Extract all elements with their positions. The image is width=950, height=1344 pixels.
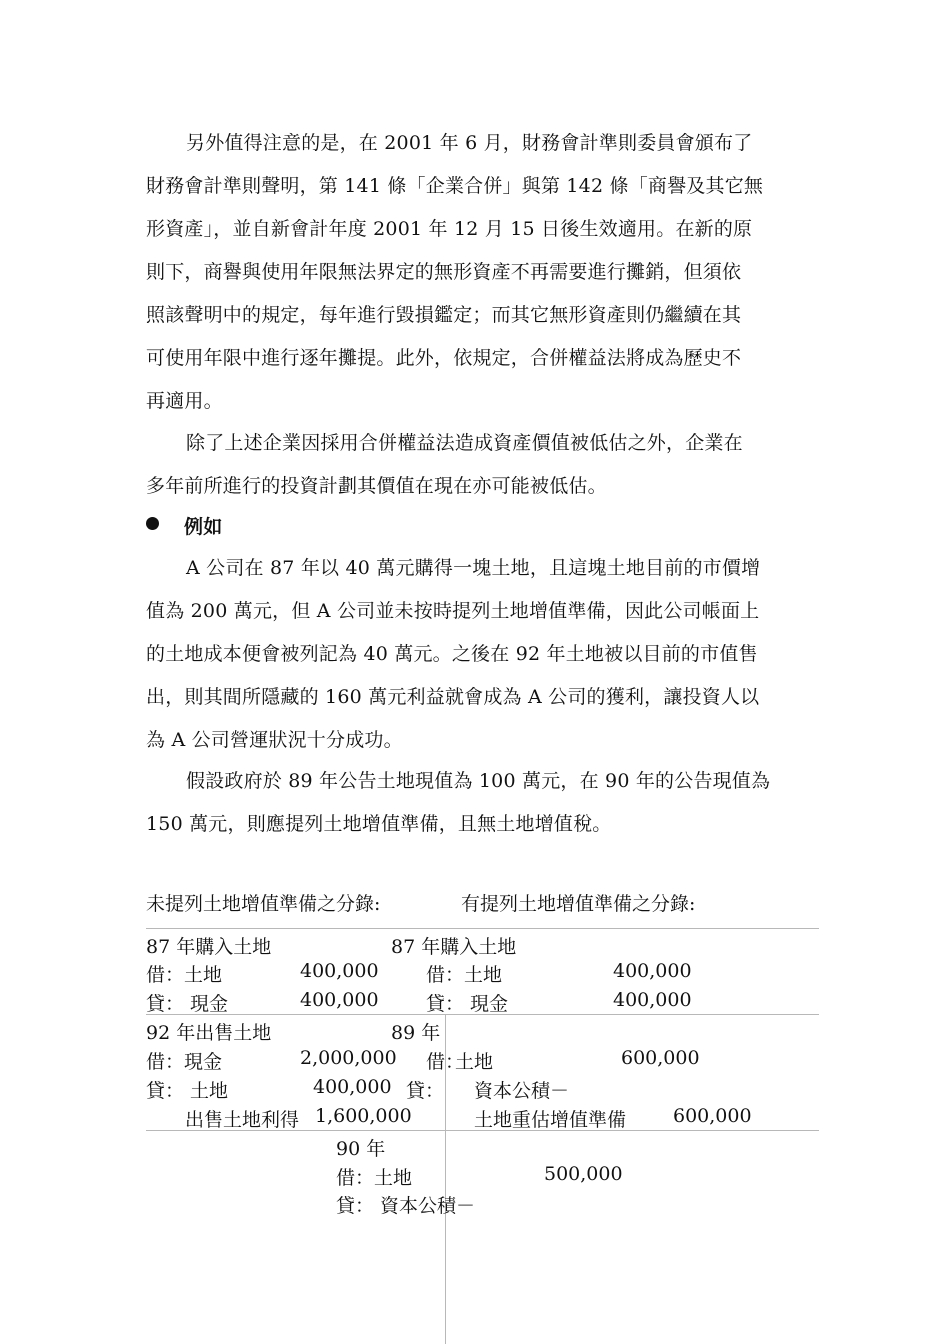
paragraph-4-line-2: 150 萬元，則應提列土地增值準備，且無土地增值稅。 — [146, 813, 612, 835]
row2-left-credit-amount: 400,000 — [313, 1076, 392, 1098]
paragraph-3-line-5: 為 A 公司營運狀況十分成功。 — [146, 729, 403, 751]
paragraph-1-line-7: 再適用。 — [146, 390, 223, 412]
row2-right-debit-label: 土地 — [455, 1051, 494, 1073]
row1-right-debit-label: 借：土地 — [426, 964, 503, 986]
paragraph-1-line-6: 可使用年限中進行逐年攤提。此外，依規定，合併權益法將成為歷史不 — [146, 347, 742, 369]
row2-right-credit-prefix: 貸： — [406, 1080, 445, 1102]
row2-right-reserve-amount: 600,000 — [673, 1105, 752, 1127]
row2-left-credit-label: 貸： 土地 — [146, 1080, 229, 1102]
row1-left-debit-label: 借：土地 — [146, 964, 223, 986]
paragraph-4-line-1: 假設政府於 89 年公告土地現值為 100 萬元，在 90 年的公告現值為 — [186, 770, 771, 792]
table-header-right: 有提列土地增值準備之分錄: — [461, 893, 696, 915]
row2-left-debit-label: 借：現金 — [146, 1051, 223, 1073]
row2-right-reserve-label: 土地重估增值準備 — [474, 1109, 627, 1131]
row1-left-credit-amount: 400,000 — [300, 989, 379, 1011]
paragraph-3-line-3: 的土地成本便會被列記為 40 萬元。之後在 92 年土地被以目前的市值售 — [146, 643, 758, 665]
row2-right-debit-prefix: 借： — [426, 1051, 465, 1073]
paragraph-2-line-1: 除了上述企業因採用合併權益法造成資產價值被低估之外，企業在 — [186, 432, 743, 454]
row1-right-title: 87 年購入土地 — [391, 936, 517, 958]
row3-debit-amount: 500,000 — [544, 1163, 623, 1185]
example-heading: 例如 — [184, 516, 223, 538]
row2-left-debit-amount: 2,000,000 — [300, 1047, 397, 1069]
row1-left-title: 87 年購入土地 — [146, 936, 272, 958]
row1-left-debit-amount: 400,000 — [300, 960, 379, 982]
row3-debit-label: 借：土地 — [336, 1167, 413, 1189]
row3-title: 90 年 — [336, 1138, 386, 1160]
row2-left-gain-label: 出售土地利得 — [185, 1109, 300, 1131]
row3-credit-label: 貸： 資本公積－ — [336, 1195, 476, 1217]
table-header-left: 未提列土地增值準備之分錄: — [146, 893, 381, 915]
row1-left-credit-label: 貸： 現金 — [146, 993, 229, 1015]
row1-right-credit-amount: 400,000 — [613, 989, 692, 1011]
row1-right-debit-amount: 400,000 — [613, 960, 692, 982]
paragraph-3-line-1: A 公司在 87 年以 40 萬元購得一塊土地，且這塊土地目前的市價增 — [186, 557, 761, 579]
row2-left-gain-amount: 1,600,000 — [315, 1105, 412, 1127]
row1-right-credit-label: 貸： 現金 — [426, 993, 509, 1015]
paragraph-3-line-4: 出，則其間所隱藏的 160 萬元利益就會成為 A 公司的獲利，讓投資人以 — [146, 686, 760, 708]
row2-right-debit-amount: 600,000 — [621, 1047, 700, 1069]
row2-right-title: 89 年 — [391, 1022, 441, 1044]
row2-left-title: 92 年出售土地 — [146, 1022, 272, 1044]
paragraph-1-line-3: 形資產」，並自新會計年度 2001 年 12 月 15 日後生效適用。在新的原 — [146, 218, 753, 240]
paragraph-1-line-2: 財務會計準則聲明，第 141 條「企業合併」與第 142 條「商譽及其它無 — [146, 175, 764, 197]
paragraph-2-line-2: 多年前所進行的投資計劃其價值在現在亦可能被低估。 — [146, 475, 607, 497]
row2-right-credit-label: 資本公積－ — [474, 1080, 570, 1102]
table-divider-top — [146, 928, 819, 929]
paragraph-1-line-5: 照該聲明中的規定，每年進行毀損鑑定；而其它無形資產則仍繼續在其 — [146, 304, 742, 326]
paragraph-1-line-4: 則下，商譽與使用年限無法界定的無形資產不再需要進行攤銷，但須依 — [146, 261, 742, 283]
bullet-icon — [146, 517, 159, 530]
paragraph-3-line-2: 值為 200 萬元，但 A 公司並未按時提列土地增值準備，因此公司帳面上 — [146, 600, 760, 622]
paragraph-1-line-1: 另外值得注意的是，在 2001 年 6 月，財務會計準則委員會頒布了 — [186, 132, 753, 154]
